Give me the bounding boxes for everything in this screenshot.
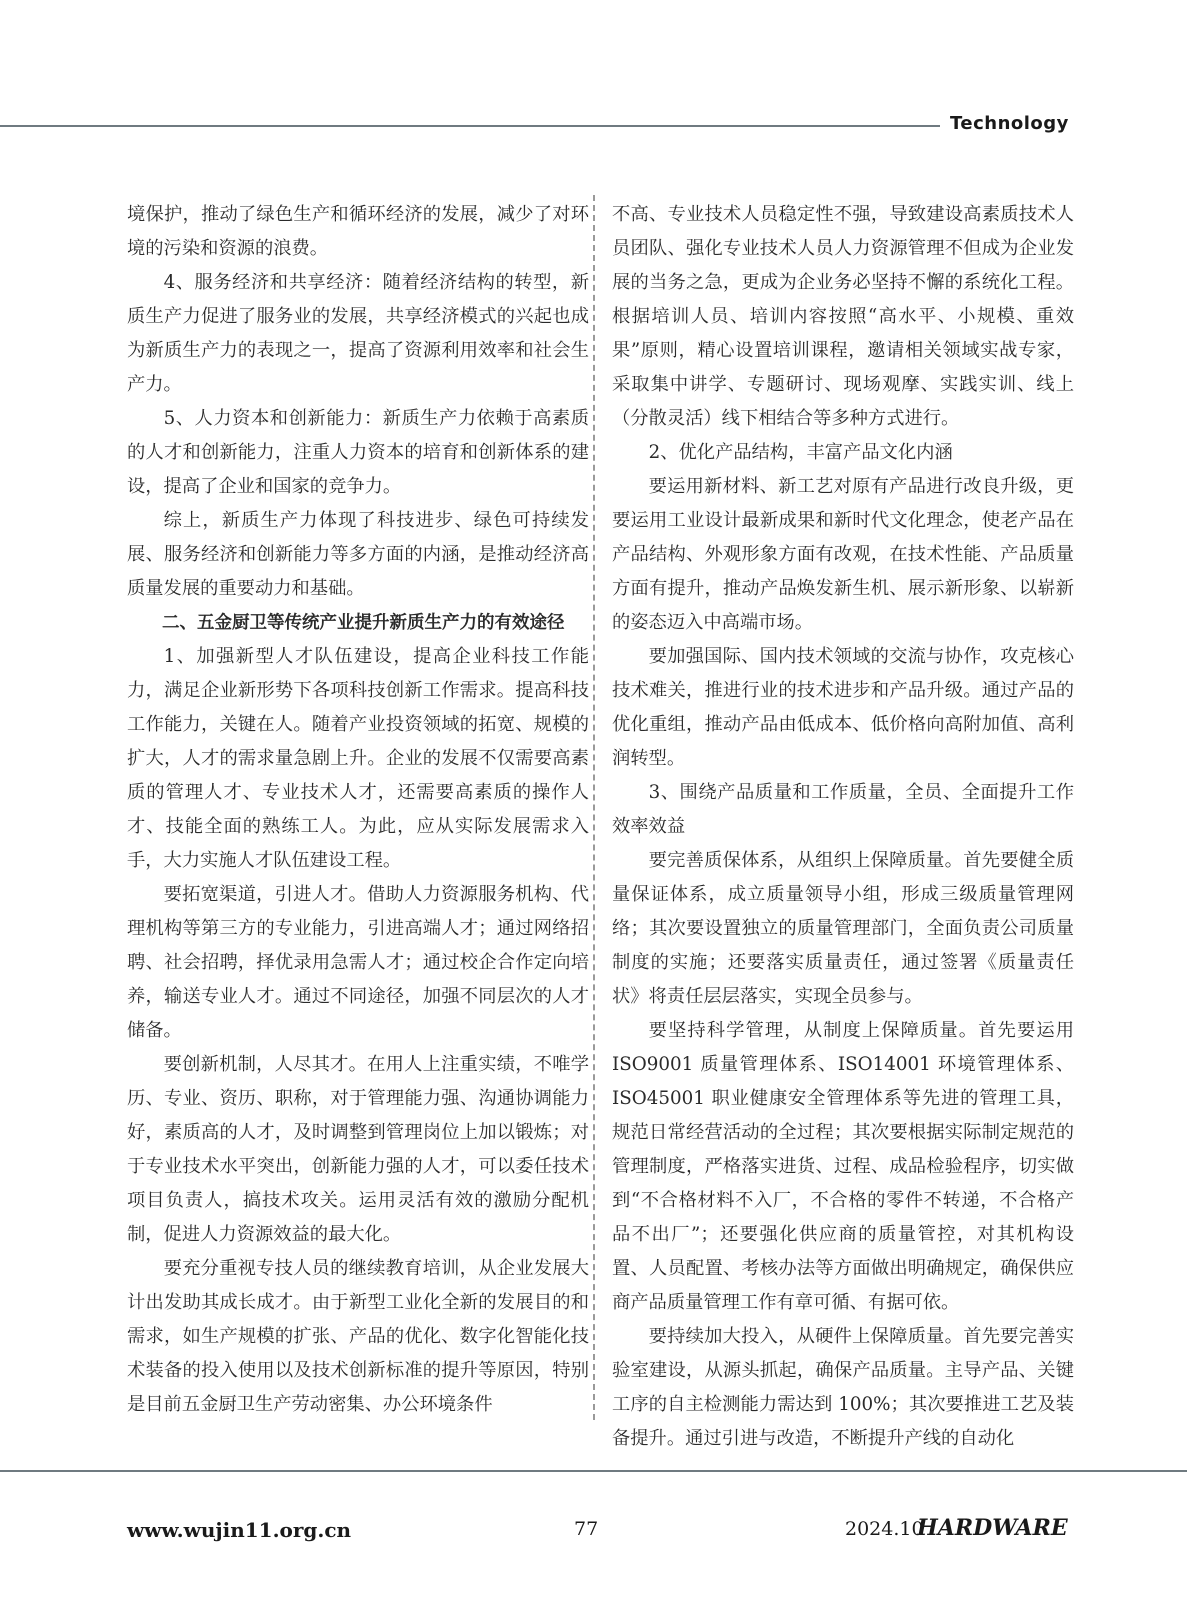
issue-date: 2024.10: [845, 1518, 924, 1540]
paragraph: 要运用新材料、新工艺对原有产品进行改良升级，更要运用工业设计最新成果和新时代文化理念，使老产品在产品结构、外观形象方面有改观，在技术性能、产品质量方面有提升，推动产品焕发新生机、展示新形象、以崭新的姿态迈入中高端市场。: [612, 476, 1074, 633]
paragraph: 要充分重视专技人员的继续教育培训，从企业发展大计出发助其成长成才。由于新型工业化全新的发展目的和需求，如生产规模的扩张、产品的优化、数字化智能化技术装备的投入使用以及技术创新标准的提升等原因，特别是目前五金厨卫生产劳动密集、办公环境条件: [127, 1258, 589, 1415]
subsection-heading: 2、优化产品结构，丰富产品文化内涵: [648, 442, 953, 463]
section-heading: 二、五金厨卫等传统产业提升新质生产力的有效途径: [162, 613, 565, 633]
footer-rule: [0, 1470, 1187, 1472]
paragraph: 4、服务经济和共享经济：随着经济结构的转型，新质生产力促进了服务业的发展，共享经济模式的兴起也成为新质生产力的表现之一，提高了资源利用效率和社会生产力。: [127, 272, 589, 395]
paragraph: 5、人力资本和创新能力：新质生产力依赖于高素质的人才和创新能力，注重人力资本的培育和创新体系的建设，提高了企业和国家的竞争力。: [127, 408, 589, 497]
page-number: 77: [574, 1518, 599, 1540]
paragraph: 要拓宽渠道，引进人才。借助人力资源服务机构、代理机构等第三方的专业能力，引进高端人才；通过网络招聘、社会招聘，择优录用急需人才；通过校企合作定向培养，输送专业人才。通过不同途径，加强不同层次的人才储备。: [127, 884, 589, 1041]
paragraph: 要坚持科学管理，从制度上保障质量。首先要运用 ISO9001 质量管理体系、ISO14001 环境管理体系、ISO45001 职业健康安全管理体系等先进的管理工具，规范日常经营活动的全过程；其次要根据实际制定规范的管理制度，严格落实进货、过程、成品检验程序，切实做到“不合格材料不入厂，不合格的零件不转递，不合格产品不出厂”；还要强化供应商的质量管控，对其机构设置、人员配置、考核办法等方面做出明确规定，确保供应商产品质量管理工作有章可循、有据可依。: [612, 1020, 1074, 1313]
paragraph: 要持续加大投入，从硬件上保障质量。首先要完善实验室建设，从源头抓起，确保产品质量。主导产品、关键工序的自主检测能力需达到 100%；其次要推进工艺及装备提升。通过引进与改造，不断提升产线的自动化: [612, 1326, 1074, 1449]
paragraph: 境保护，推动了绿色生产和循环经济的发展，减少了对环境的污染和资源的浪费。: [127, 204, 589, 259]
paragraph: 要创新机制，人尽其才。在用人上注重实绩，不唯学历、专业、资历、职称，对于管理能力强、沟通协调能力好，素质高的人才，及时调整到管理岗位上加以锻炼；对于专业技术水平突出，创新能力强的人才，可以委任技术项目负责人，搞技术攻关。运用灵活有效的激励分配机制，促进人力资源效益的最大化。: [127, 1054, 589, 1245]
subsection-heading: 3、围绕产品质量和工作质量，全员、全面提升工作效率效益: [612, 782, 1074, 837]
column-divider: [593, 195, 595, 1420]
magazine-title: HARDWARE: [917, 1515, 1068, 1541]
paragraph: 要加强国际、国内技术领域的交流与协作，攻克核心技术难关，推进行业的技术进步和产品升级。通过产品的优化重组，推动产品由低成本、低价格向高附加值、高利润转型。: [612, 646, 1074, 769]
paragraph: 综上，新质生产力体现了科技进步、绿色可持续发展、服务经济和创新能力等多方面的内涵，是推动经济高质量发展的重要动力和基础。: [127, 510, 589, 599]
section-tag: Technology: [950, 113, 1069, 134]
footer-url[interactable]: www.wujin11.org.cn: [127, 1518, 352, 1542]
paragraph: 要完善质保体系，从组织上保障质量。首先要健全质量保证体系，成立质量领导小组，形成三级质量管理网络；其次要设置独立的质量管理部门，全面负责公司质量制度的实施；还要落实质量责任，通过签署《质量责任状》将责任层层落实，实现全员参与。: [612, 850, 1074, 1007]
paragraph: 1、加强新型人才队伍建设，提高企业科技工作能力，满足企业新形势下各项科技创新工作需求。提高科技工作能力，关键在人。随着产业投资领域的拓宽、规模的扩大，人才的需求量急剧上升。企业的发展不仅需要高素质的管理人才、专业技术人才，还需要高素质的操作人才、技能全面的熟练工人。为此，应从实际发展需求入手，大力实施人才队伍建设工程。: [127, 646, 589, 871]
header-rule: [0, 125, 940, 127]
paragraph: 不高、专业技术人员稳定性不强，导致建设高素质技术人员团队、强化专业技术人员人力资源管理不但成为企业发展的当务之急，更成为企业务必坚持不懈的系统化工程。根据培训人员、培训内容按照“高水平、小规模、重效果”原则，精心设置培训课程，邀请相关领域实战专家，采取集中讲学、专题研讨、现场观摩、实践实训、线上（分散灵活）线下相结合等多种方式进行。: [612, 204, 1074, 429]
left-column: [127, 198, 589, 1422]
right-column: [612, 198, 1074, 1456]
